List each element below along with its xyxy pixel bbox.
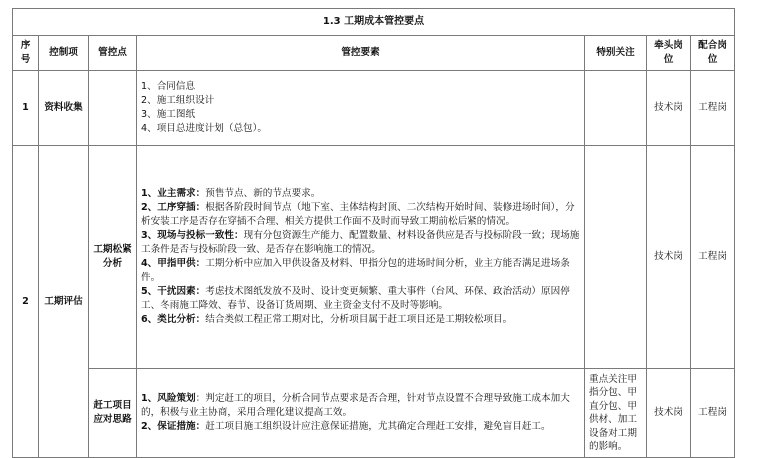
row1-seq: 1 — [13, 71, 39, 146]
row1-element-4: 4、项目总进度计划（总包）。 — [141, 123, 268, 134]
row2a-element-6-text: 结合类似工程正常工期对比，分析项目属于赶工项目还是工期较松项目。 — [205, 314, 513, 325]
table-row — [13, 369, 735, 458]
row2a-element-1-text: 预售节点、新的节点要求。 — [205, 188, 321, 199]
table-row — [13, 71, 735, 146]
row2a-element-3-key: 3、现场与投标一致性： — [141, 230, 244, 241]
row1-element-1: 1、合同信息 — [141, 81, 196, 92]
row2a-element-4-text: 工期分析中应加入甲供设备及材料、甲指分包的进场时间分析，业主方能否满足进场条件。 — [141, 258, 570, 283]
row2-item: 工期评估 — [39, 146, 89, 458]
cost-control-table — [12, 8, 735, 458]
row2a-element-2 — [141, 201, 580, 229]
row2a-point: 工期松紧分析 — [89, 146, 137, 369]
row2b-element-1-key: 1、风险策划 — [141, 393, 196, 404]
row2a-element-4 — [141, 257, 580, 285]
row2a-element-4-key: 4、甲指甲供： — [141, 258, 206, 269]
row2b-element-2-key: 2、保证措施： — [141, 421, 206, 432]
header-point: 管控点 — [89, 36, 137, 71]
row2-seq: 2 — [13, 146, 39, 458]
row2b-special: 重点关注甲指分包、甲直分包、甲供材、加工设备对工期的影响。 — [585, 369, 647, 458]
row1-point — [89, 71, 137, 146]
row2a-element-6 — [141, 313, 580, 327]
row2b-point: 赶工项目应对思路 — [89, 369, 137, 458]
row2b-element-1 — [141, 392, 580, 420]
row2a-element-5-key: 5、干扰因素： — [141, 286, 206, 297]
row1-item: 资料收集 — [39, 71, 89, 146]
row2b-elements — [137, 369, 585, 458]
cost-control-table-wrapper — [12, 8, 734, 458]
header-special: 特别关注 — [585, 36, 647, 71]
row1-assist: 工程岗 — [691, 71, 735, 146]
header-elements: 管控要素 — [137, 36, 585, 71]
header-assist: 配合岗位 — [691, 36, 735, 71]
header-item: 控制项 — [39, 36, 89, 71]
row1-elements — [137, 71, 585, 146]
row2b-element-2 — [141, 420, 580, 434]
row2b-element-2-text: 赶工项目施工组织设计应注意保证措施，尤其确定合理赶工安排，避免盲目赶工。 — [205, 421, 551, 432]
header-lead: 牵头岗位 — [647, 36, 691, 71]
row2a-lead: 技术岗 — [647, 146, 691, 369]
row2a-element-2-text: 根据各阶段时间节点（地下室、主体结构封顶、二次结构开始时间、装修进场时间），分析安装工序是否存在穿插不合理、相关方提供工作面不及时而导致工期前松后紧的情况。 — [141, 202, 575, 227]
row1-element-3: 3、施工图纸 — [141, 109, 196, 120]
row2a-element-5 — [141, 285, 580, 313]
row2a-elements — [137, 146, 585, 369]
row1-special — [585, 71, 647, 146]
row2a-element-3 — [141, 229, 580, 257]
row2b-element-1-text: ：判定赶工的项目，分析合同节点要求是否合理，针对节点设置不合理导致施工成本加大的，积极与业主协商，采用合理化建议提高工效。 — [141, 393, 570, 418]
row2a-element-1 — [141, 187, 580, 201]
row2a-element-1-key: 1、业主需求： — [141, 188, 206, 199]
header-seq: 序号 — [13, 36, 39, 71]
row2a-element-6-key: 6、类比分析： — [141, 314, 206, 325]
row2b-lead: 技术岗 — [647, 369, 691, 458]
table-title: 1.3 工期成本管控要点 — [13, 9, 735, 36]
row2a-assist: 工程岗 — [691, 146, 735, 369]
row1-lead: 技术岗 — [647, 71, 691, 146]
row2b-assist: 工程岗 — [691, 369, 735, 458]
row2a-element-5-text: 考虑技术图纸发放不及时、设计变更频繁、重大事件（台风、环保、政治活动）原因停工、冬雨施工降效、春节、设备订货周期、业主资金支付不及时等影响。 — [141, 286, 570, 311]
row2a-element-3-text: 现有分包资源生产能力、配置数量、材料设备供应是否与投标阶段一致；现场施工条件是否与投标阶段一致、是否存在影响施工的情况。 — [141, 230, 580, 255]
row2a-special — [585, 146, 647, 369]
row2a-element-2-key: 2、工序穿插： — [141, 202, 206, 213]
table-row — [13, 146, 735, 369]
row1-element-2: 2、施工组织设计 — [141, 95, 215, 106]
